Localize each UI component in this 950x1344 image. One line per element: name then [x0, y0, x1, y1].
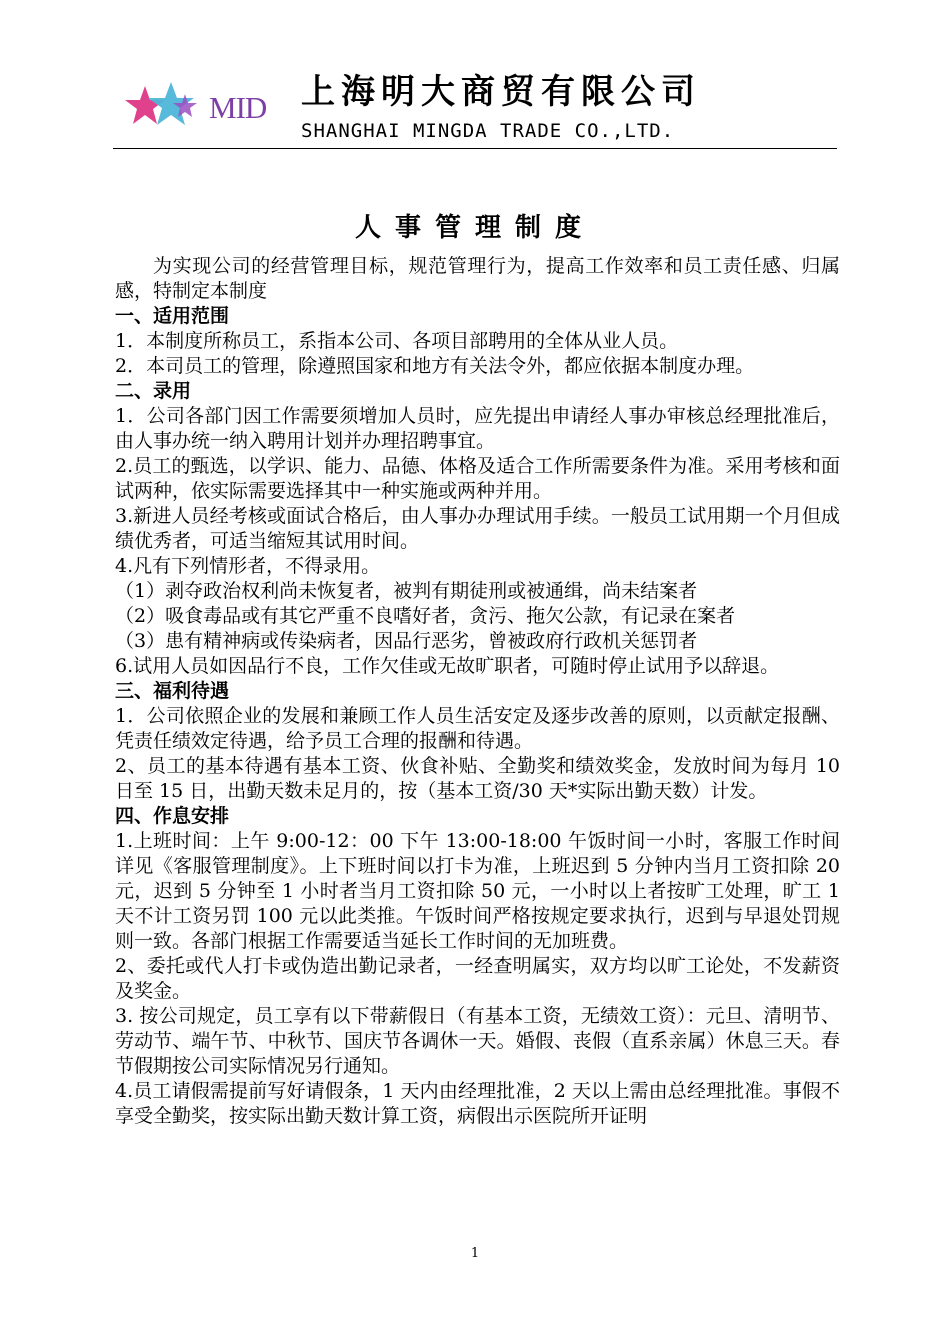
header-divider — [113, 148, 837, 149]
paragraph: 3.新进人员经考核或面试合格后，由人事办办理试用手续。一般员工试用期一个月但成绩优秀者，可适当缩短其试用时间。 — [115, 505, 840, 552]
page-number: 1 — [470, 1246, 480, 1261]
document-body — [115, 254, 840, 1129]
paragraph: （3）患有精神病或传染病者，因品行恶劣，曾被政府行政机关惩罚者 — [115, 630, 698, 652]
letterhead — [113, 58, 837, 150]
paragraph: 6.试用人员如因品行不良，工作欠佳或无故旷职者，可随时停止试用予以辞退。 — [115, 655, 780, 677]
paragraph: 2、委托或代人打卡或伪造出勤记录者，一经查明属实，双方均以旷工论处，不发薪资及奖金。 — [115, 955, 840, 1002]
intro-paragraph: 为实现公司的经营管理目标，规范管理行为，提高工作效率和员工责任感、归属感，特制定本制度 — [115, 255, 840, 302]
section-heading: 三、福利待遇 — [115, 680, 230, 702]
paragraph: 3. 按公司规定，员工享有以下带薪假日（有基本工资，无绩效工资）：元旦、清明节、劳动节、端午节、中秋节、国庆节各调休一天。婚假、丧假（直系亲属）休息三天。春节假期按公司实际情况另行通知。 — [115, 1005, 840, 1077]
section-heading: 一、适用范围 — [115, 305, 230, 327]
company-logo — [123, 80, 283, 140]
section-heading: 四、作息安排 — [115, 805, 230, 827]
paragraph: 4.凡有下列情形者，不得录用。 — [115, 555, 381, 577]
company-name-en: SHANGHAI MINGDA TRADE CO.,LTD. — [301, 120, 675, 142]
paragraph: 1．本制度所称员工，系指本公司、各项目部聘用的全体从业人员。 — [115, 330, 679, 352]
logo-text: MID — [209, 90, 267, 125]
document-title: 人事管理制度 — [354, 213, 595, 243]
stars-logo-icon — [123, 80, 213, 140]
paragraph: 1．公司各部门因工作需要须增加人员时，应先提出申请经人事办审核总经理批准后，由人事办统一纳入聘用计划并办理招聘事宜。 — [115, 405, 840, 452]
paragraph: 1．公司依照企业的发展和兼顾工作人员生活安定及逐步改善的原则，以贡献定报酬、凭责任绩效定待遇，给予员工合理的报酬和待遇。 — [115, 705, 840, 752]
paragraph: （2）吸食毒品或有其它严重不良嗜好者，贪污、拖欠公款，有记录在案者 — [115, 605, 736, 627]
paragraph: 2．本司员工的管理，除遵照国家和地方有关法令外，都应依据本制度办理。 — [115, 355, 755, 377]
paragraph: 4.员工请假需提前写好请假条，1 天内由经理批准，2 天以上需由总经理批准。事假不享受全勤奖，按实际出勤天数计算工资，病假出示医院所开证明 — [115, 1080, 840, 1127]
section-heading: 二、录用 — [115, 380, 192, 402]
paragraph: 2、员工的基本待遇有基本工资、伙食补贴、全勤奖和绩效奖金，发放时间为每月 10 日至 15 日，出勤天数未足月的，按（基本工资/30 天*实际出勤天数）计发。 — [115, 755, 840, 802]
company-name-cn: 上海明大商贸有限公司 — [301, 72, 701, 112]
paragraph: 1.上班时间：上午 9:00-12：00 下午 13:00-18:00 午饭时间一小时，客服工作时间详见《客服管理制度》。上下班时间以打卡为准，上班迟到 5 分钟内当月工资扣除 20 元，迟到 5 分钟至 1 小时者当月工资扣除 50 元，一小时以上者按旷工处理，旷工 1 天不计工资另罚 100 元以此类推。午饭时间严格按规定要求执行，迟到与早退处罚规则一致。各部门根据工作需要适当延长工作时间的无加班费。 — [115, 830, 840, 952]
paragraph: （1）剥夺政治权利尚未恢复者，被判有期徒刑或被通缉，尚未结案者 — [115, 580, 698, 602]
paragraph: 2.员工的甄选，以学识、能力、品德、体格及适合工作所需要条件为准。采用考核和面试两种，依实际需要选择其中一种实施或两种并用。 — [115, 455, 840, 502]
